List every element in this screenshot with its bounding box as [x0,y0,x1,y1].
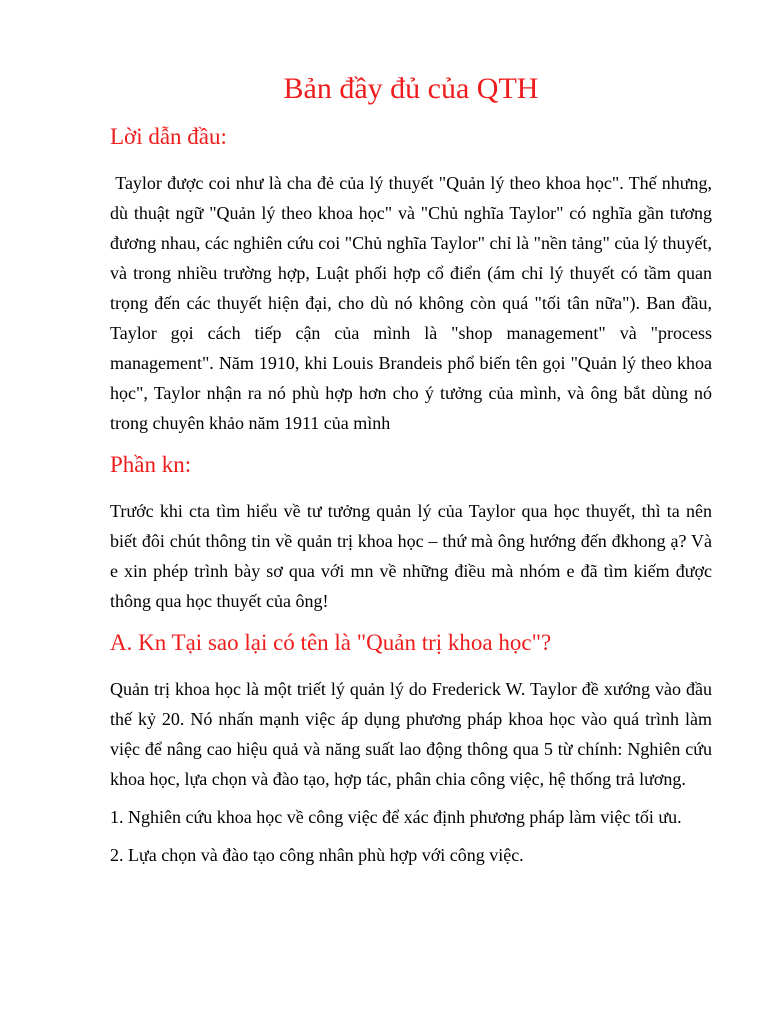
kn-paragraph: Trước khi cta tìm hiểu về tư tưởng quản lý của Taylor qua học thuyết, thì ta nên biết đôi chút thông tin về quản trị khoa học – thứ mà ông hướng đến đkhong ạ? Và e xin phép trình bày sơ qua với mn về những điều mà nhóm e đã tìm kiếm được thông qua học thuyết của ông! [110,501,712,611]
intro-heading: Lời dẫn đầu: [110,124,227,149]
document-title: Bản đầy đủ của QTH [283,72,539,105]
document-page [110,70,717,878]
section-a-paragraph: Quản trị khoa học là một triết lý quản lý do Frederick W. Taylor đề xướng vào đầu thế kỷ 20. Nó nhấn mạnh việc áp dụng phương pháp khoa học vào quá trình làm việc để nâng cao hiệu quả và năng suất lao động thông qua 5 từ chính: Nghiên cứu khoa học, lựa chọn và đào tạo, hợp tác, phân chia công việc, hệ thống trả lương. [110,679,712,789]
section-a-heading: A. Kn Tại sao lại có tên là "Quản trị khoa học"? [110,630,552,655]
kn-heading: Phần kn: [110,452,192,477]
intro-paragraph: Taylor được coi như là cha đẻ của lý thuyết "Quản lý theo khoa học". Thế nhưng, dù thuật ngữ "Quản lý theo khoa học" và "Chủ nghĩa Taylor" có nghĩa gần tương đương nhau, các nghiên cứu coi "Chủ nghĩa Taylor" chỉ là "nền tảng" của lý thuyết, và trong nhiều trường hợp, Luật phối hợp cổ điển (ám chỉ lý thuyết có tầm quan trọng đến các thuyết hiện đại, cho dù nó không còn quá "tối tân nữa"). Ban đầu, Taylor gọi cách tiếp cận của mình là "shop management" và "process management". Năm 1910, khi Louis Brandeis phổ biến tên gọi "Quản lý theo khoa học", Taylor nhận ra nó phù hợp hơn cho ý tưởng của mình, và ông bắt dùng nó trong chuyên khảo năm 1911 của mình [110,173,717,433]
list-item-2: 2. Lựa chọn và đào tạo công nhân phù hợp với công việc. [110,845,524,865]
list-item-1: 1. Nghiên cứu khoa học về công việc để xác định phương pháp làm việc tối ưu. [110,807,682,827]
